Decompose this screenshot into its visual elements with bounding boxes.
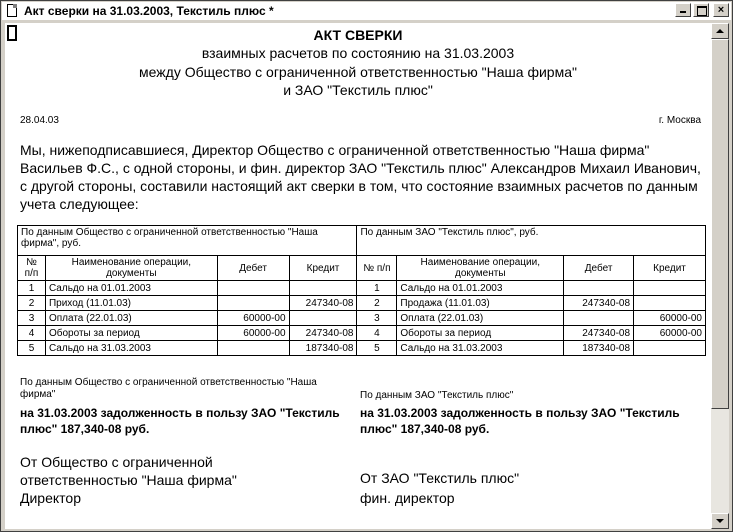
cell-right-operation: Оплата (22.01.03)	[397, 311, 564, 326]
column-header: Наименование операции, документы	[397, 256, 564, 281]
column-header: Дебет	[217, 256, 289, 281]
cell-right-number: 2	[357, 296, 397, 311]
table-row	[18, 326, 706, 341]
cell-left-number: 2	[18, 296, 46, 311]
summary-right-label: По данным ЗАО "Текстиль плюс"	[360, 390, 514, 401]
table-row	[18, 341, 706, 356]
cell-left-debit	[217, 296, 289, 311]
cell-left-number: 4	[18, 326, 46, 341]
cell-left-operation: Оплата (22.01.03)	[45, 311, 217, 326]
document-subheading-1: взаимных расчетов по состоянию на 31.03.2003	[201, 45, 515, 61]
cell-left-operation: Обороты за период	[45, 326, 217, 341]
document-subheading-2: между Общество с ограниченной ответственностью "Наша фирма"	[139, 64, 577, 80]
cell-right-operation: Обороты за период	[397, 326, 564, 341]
signature-right-role: фин. директор	[360, 490, 455, 506]
table-row	[18, 311, 706, 326]
cell-right-credit	[634, 281, 706, 296]
minimize-button[interactable]	[675, 3, 691, 17]
cell-right-debit: 247340-08	[564, 326, 634, 341]
cell-left-credit	[289, 311, 357, 326]
cell-right-operation: Сальдо на 01.01.2003	[397, 281, 564, 296]
scroll-up-button[interactable]	[711, 23, 729, 39]
cell-right-number: 3	[357, 311, 397, 326]
column-header: № п/п	[357, 256, 397, 281]
cell-left-operation: Приход (11.01.03)	[45, 296, 217, 311]
summary-left-text: на 31.03.2003 задолженность в пользу ЗАО "Текстиль плюс" 187,340-08 руб.	[20, 406, 340, 436]
title-bar[interactable]	[2, 2, 731, 20]
cell-right-number: 4	[357, 326, 397, 341]
cell-right-debit: 187340-08	[564, 341, 634, 356]
arrow-down-icon	[716, 519, 724, 523]
scrollbar-thumb[interactable]	[711, 39, 729, 409]
cell-left-number: 5	[18, 341, 46, 356]
cell-right-credit: 60000-00	[634, 311, 706, 326]
cell-right-number: 1	[357, 281, 397, 296]
document-city: г. Москва	[658, 115, 701, 126]
summary-left-label: По данным Общество с ограниченной ответственностью "Наша фирма"	[20, 377, 317, 400]
arrow-up-icon	[716, 29, 724, 33]
cell-left-credit: 247340-08	[289, 326, 357, 341]
column-header: № п/п	[18, 256, 46, 281]
summary-right-text: на 31.03.2003 задолженность в пользу ЗАО "Текстиль плюс" 187,340-08 руб.	[360, 406, 680, 436]
cell-left-debit: 60000-00	[217, 326, 289, 341]
signature-left-organization: От Общество с ограниченной ответственностью "Наша фирма"	[20, 454, 237, 488]
reconciliation-table	[17, 225, 706, 356]
column-header: Кредит	[289, 256, 357, 281]
cell-left-number: 3	[18, 311, 46, 326]
column-header: Наименование операции, документы	[45, 256, 217, 281]
cell-left-credit: 247340-08	[289, 296, 357, 311]
vertical-scrollbar[interactable]	[711, 23, 729, 529]
cell-left-credit	[289, 281, 357, 296]
signature-left-role: Директор	[20, 490, 81, 506]
cell-right-debit	[564, 311, 634, 326]
document-subheading-3: и ЗАО "Текстиль плюс"	[283, 82, 433, 98]
table-left-group-header: По данным Общество с ограниченной ответственностью "Наша фирма", руб.	[18, 226, 357, 256]
document-date: 28.04.03	[20, 115, 59, 126]
cell-left-debit: 60000-00	[217, 311, 289, 326]
document-heading: АКТ СВЕРКИ	[313, 27, 403, 43]
column-header: Кредит	[634, 256, 706, 281]
scroll-down-button[interactable]	[711, 513, 729, 529]
maximize-button[interactable]	[693, 3, 709, 17]
signature-right-organization: От ЗАО "Текстиль плюс"	[360, 470, 520, 486]
cell-left-debit	[217, 281, 289, 296]
cell-right-credit	[634, 296, 706, 311]
window-title: Акт сверки на 31.03.2003, Текстиль плюс *	[24, 4, 274, 18]
document-icon	[4, 3, 20, 19]
cell-left-number: 1	[18, 281, 46, 296]
cell-right-credit	[634, 341, 706, 356]
document-page[interactable]	[5, 23, 711, 529]
column-header: Дебет	[564, 256, 634, 281]
table-row	[18, 281, 706, 296]
table-right-group-header: По данным ЗАО "Текстиль плюс", руб.	[357, 226, 706, 256]
intro-paragraph: Мы, нижеподписавшиеся, Директор Общество с ограниченной ответственностью "Наша фирма" Васильев Ф.С., с одной стороны, и фин. директор ЗАО "Текстиль плюс" Александров Михаил Иванович, с другой стороны, составили настоящий акт сверки в том, что состояние взаимных расчетов по данным учета следующее:	[20, 142, 701, 212]
window-controls	[675, 3, 729, 17]
cell-right-operation: Сальдо на 31.03.2003	[397, 341, 564, 356]
close-button[interactable]: ×	[713, 3, 729, 17]
cell-right-operation: Продажа (11.01.03)	[397, 296, 564, 311]
cell-left-operation: Сальдо на 31.03.2003	[45, 341, 217, 356]
table-row	[18, 296, 706, 311]
cell-left-credit: 187340-08	[289, 341, 357, 356]
cell-right-credit: 60000-00	[634, 326, 706, 341]
cell-left-debit	[217, 341, 289, 356]
cell-right-debit	[564, 281, 634, 296]
cell-right-number: 5	[357, 341, 397, 356]
cell-left-operation: Сальдо на 01.01.2003	[45, 281, 217, 296]
cell-right-debit: 247340-08	[564, 296, 634, 311]
